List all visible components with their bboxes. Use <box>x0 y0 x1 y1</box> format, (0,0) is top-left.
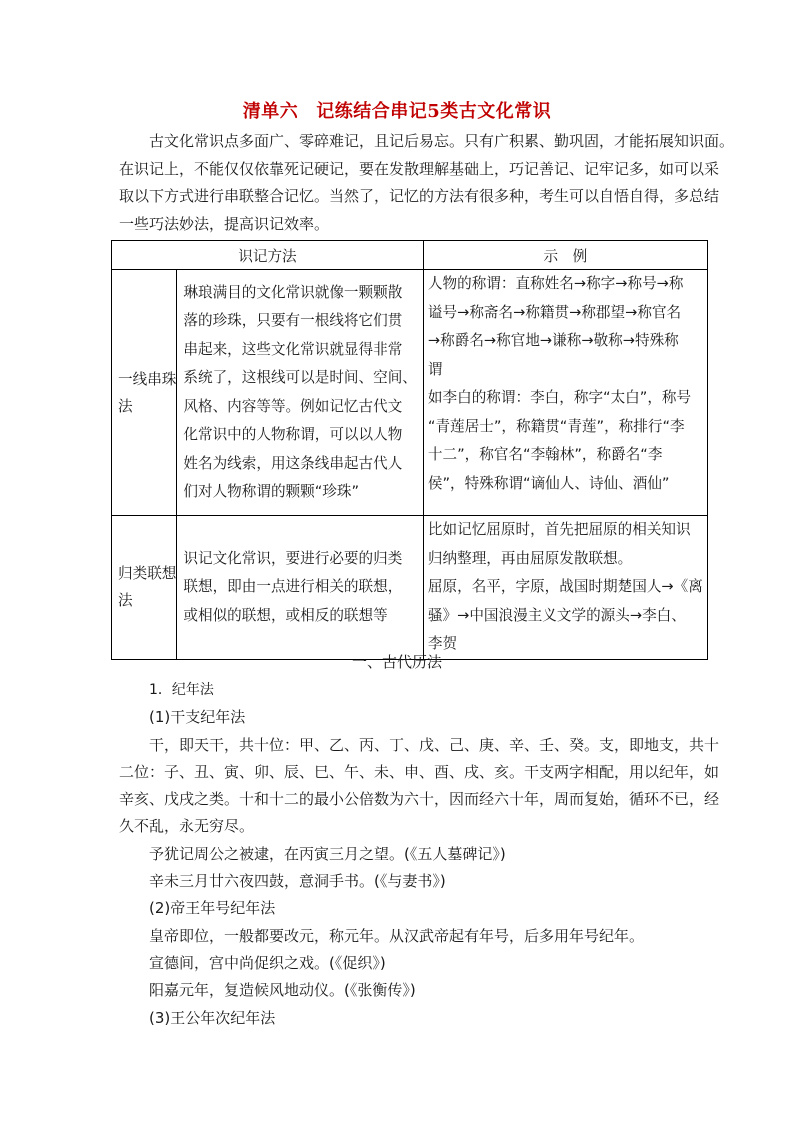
example-line: 李贺 <box>427 635 458 652</box>
desc-line: 风格、内容等等。例如记忆古代文 <box>183 397 403 415</box>
intro-paragraph <box>119 128 735 238</box>
desc-line: 联想，即由一点进行相关的联想， <box>183 578 403 595</box>
intro-line: 取以下方式进行串联整合记忆。当然了，记忆的方法有很多种，考生可以自悟自得，多总结 <box>119 187 720 205</box>
method-name-cell <box>112 270 177 516</box>
example-quote: 阳嘉元年，复造候风地动仪。(《张衡传》) <box>149 981 416 1000</box>
method-name-cell <box>112 516 177 660</box>
example-line: 归纳整理，再由屈原发散联想。 <box>427 549 633 567</box>
desc-line: 识记文化常识，要进行必要的归类 <box>183 549 403 567</box>
example-line: “青莲居士”，称籍贯“青莲”，称排行“李 <box>427 417 685 435</box>
paragraph-line: 久不乱，永无穷尽。 <box>119 817 255 836</box>
intro-line: 古文化常识点多面广、零碎难记，且记后易忘。只有广积累、勤巩固，才能拓展知识面。 <box>149 132 735 150</box>
desc-line: 琳琅满目的文化常识就像一颗颗散 <box>183 283 403 301</box>
header-method: 识记方法 <box>112 241 424 270</box>
desc-line: 串起来，这些文化常识就显得非常 <box>183 340 403 358</box>
method-desc-cell <box>177 270 424 516</box>
desc-line: 们对人物称谓的颗颗“珍珠” <box>183 483 360 500</box>
method-name-line: 法 <box>118 592 133 610</box>
method-name-line: 一线串珠 <box>118 370 177 388</box>
section-heading: 一、古代历法 <box>351 653 442 671</box>
intro-line: 一些巧法妙法，提高识记效率。 <box>119 214 330 233</box>
paragraph-line: 二位：子、丑、寅、卯、辰、巳、午、未、申、酉、戌、亥。干支两字相配，用以纪年，如 <box>119 762 720 781</box>
title-part-2: 记练结合串记5类古文化常识 <box>316 101 552 122</box>
table-header-row <box>112 241 708 270</box>
paragraph-line: 干，即天干，共十位：甲、乙、丙、丁、戊、己、庚、辛、壬、癸。支，即地支，共十 <box>149 735 720 754</box>
paragraph-line: 辛亥、戊戌之类。十和十二的最小公倍数为六十，因而经六十年，周而复始，循环不已，经 <box>119 790 720 809</box>
example-line: 骚》→中国浪漫主义文学的源头→李白、 <box>427 606 686 624</box>
example-line: 侯”，特殊称谓“谪仙人、诗仙、酒仙” <box>427 474 670 492</box>
table-row <box>112 270 708 516</box>
body-text <box>119 677 720 1032</box>
example-cell <box>423 516 707 660</box>
example-cell <box>423 270 707 516</box>
method-desc-cell <box>177 516 424 660</box>
table-row <box>112 516 708 660</box>
header-example: 示 例 <box>423 241 707 270</box>
method-name-line: 归类联想 <box>118 565 177 583</box>
method-name-line: 法 <box>118 397 133 415</box>
desc-line: 化常识中的人物称谓，可以以人物 <box>183 426 403 443</box>
example-line: 十二”，称官名“李翰林”，称爵名“李 <box>427 446 663 463</box>
example-line: 比如记忆屈原时，首先把屈原的相关知识 <box>427 521 691 538</box>
subheading: (3)王公年次纪年法 <box>149 1008 276 1027</box>
document-title <box>0 97 794 123</box>
example-line: 人物的称谓：直称姓名→称字→称号→称 <box>427 275 684 292</box>
subheading: (1)干支纪年法 <box>149 708 246 727</box>
example-line: 屈原，名平，字原，战国时期楚国人→《离 <box>427 578 703 595</box>
example-line: 谥号→称斋名→称籍贯→称郡望→称官名 <box>427 303 682 321</box>
desc-line: 落的珍珠，只要有一根线将它们贯 <box>183 312 403 329</box>
example-quote: 宣德间，宫中尚促织之戏。(《促织》) <box>149 953 386 972</box>
example-line: 如李白的称谓：李白，称字“太白”，称号 <box>427 389 692 406</box>
subheading: 1．纪年法 <box>149 682 214 698</box>
paragraph-line: 皇帝即位，一般都要改元，称元年。从汉武帝起有年号，后多用年号纪年。 <box>149 926 645 945</box>
example-quote: 辛未三月廿六夜四鼓，意洞手书。(《与妻书》) <box>149 872 446 891</box>
title-part-1: 清单六 <box>242 101 299 122</box>
example-line: 谓 <box>427 360 443 378</box>
subheading: (2)帝王年号纪年法 <box>149 899 276 918</box>
example-line: →称爵名→称官地→谦称→敬称→特殊称 <box>427 332 679 349</box>
desc-line: 或相似的联想，或相反的联想等 <box>183 606 388 624</box>
intro-line: 在识记上，不能仅仅依靠死记硬记，要在发散理解基础上，巧记善记、记牢记多，如可以采 <box>119 159 720 178</box>
desc-line: 系统了，这根线可以是时间、空间、 <box>183 369 417 386</box>
memory-methods-table <box>111 240 708 660</box>
example-quote: 予犹记周公之被逮，在丙寅三月之望。(《五人墓碑记》) <box>149 844 506 863</box>
desc-line: 姓名为线索，用这条线串起古代人 <box>183 454 403 472</box>
